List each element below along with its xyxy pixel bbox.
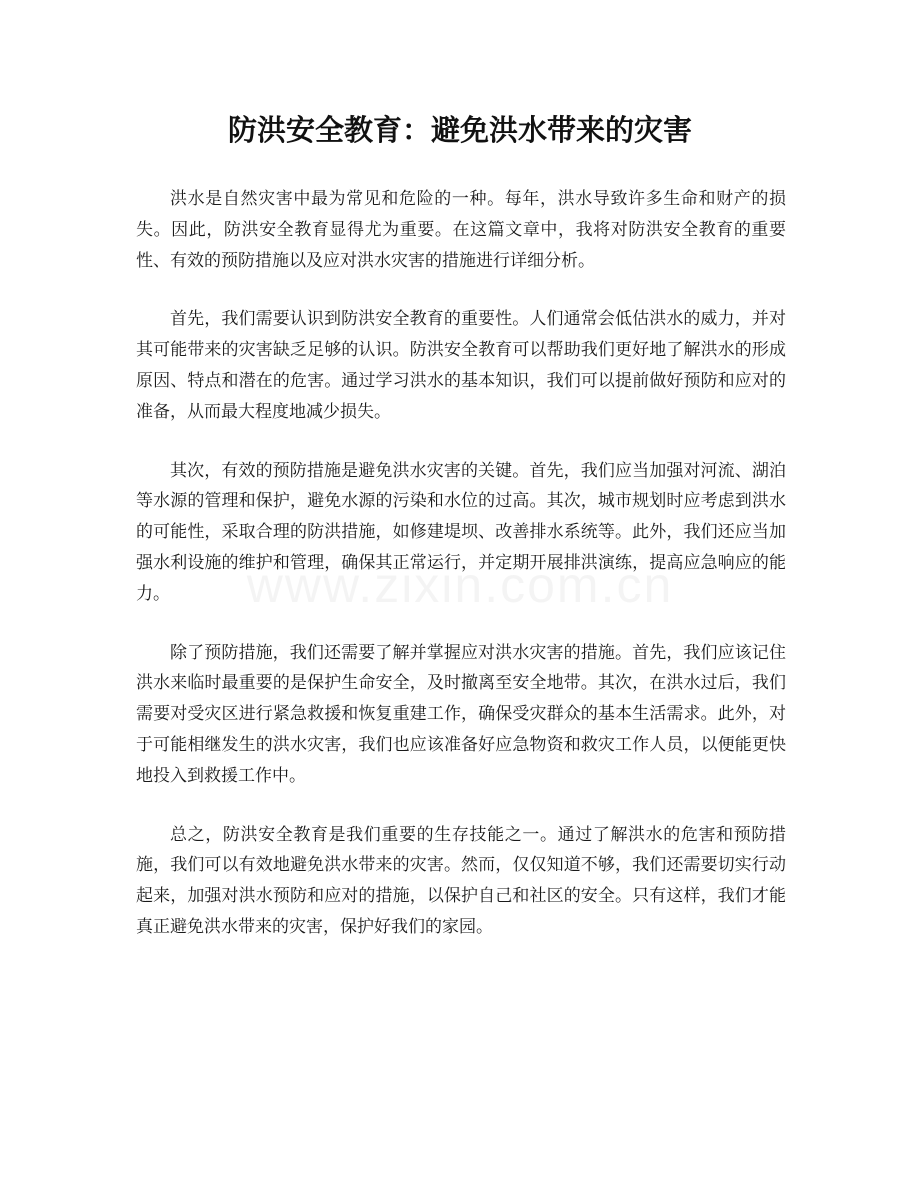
paragraph-3: 其次，有效的预防措施是避免洪水灾害的关键。首先，我们应当加强对河流、湖泊等水源的管理和保护，避免水源的污染和水位的过高。其次，城市规划时应考虑到洪水的可能性，采取合理的防洪措施，如修建堤坝、改善排水系统等。此外，我们还应当加强水利设施的维护和管理，确保其正常运行，并定期开展排洪演练，提高应急响应的能力。 [136, 460, 786, 604]
document-title: 防洪安全教育：避免洪水带来的灾害 [227, 113, 692, 147]
paragraph-2: 首先，我们需要认识到防洪安全教育的重要性。人们通常会低估洪水的威力，并对其可能带来的灾害缺乏足够的认识。防洪安全教育可以帮助我们更好地了解洪水的形成原因、特点和潜在的危害。通过学习洪水的基本知识，我们可以提前做好预防和应对的准备，从而最大程度地减少损失。 [136, 309, 786, 422]
document-body [136, 184, 786, 971]
paragraph-5: 总之，防洪安全教育是我们重要的生存技能之一。通过了解洪水的危害和预防措施，我们可以有效地避免洪水带来的灾害。然而，仅仅知道不够，我们还需要切实行动起来，加强对洪水预防和应对的措施，以保护自己和社区的安全。只有这样，我们才能真正避免洪水带来的灾害，保护好我们的家园。 [136, 824, 786, 937]
paragraph-1: 洪水是自然灾害中最为常见和危险的一种。每年，洪水导致许多生命和财产的损失。因此，防洪安全教育显得尤为重要。在这篇文章中，我将对防洪安全教育的重要性、有效的预防措施以及应对洪水灾害的措施进行详细分析。 [136, 189, 786, 271]
paragraph-4: 除了预防措施，我们还需要了解并掌握应对洪水灾害的措施。首先，我们应该记住洪水来临时最重要的是保护生命安全，及时撤离至安全地带。其次，在洪水过后，我们需要对受灾区进行紧急救援和恢复重建工作，确保受灾群众的基本生活需求。此外，对于可能相继发生的洪水灾害，我们也应该准备好应急物资和救灾工作人员，以便能更快地投入到救援工作中。 [136, 642, 786, 786]
